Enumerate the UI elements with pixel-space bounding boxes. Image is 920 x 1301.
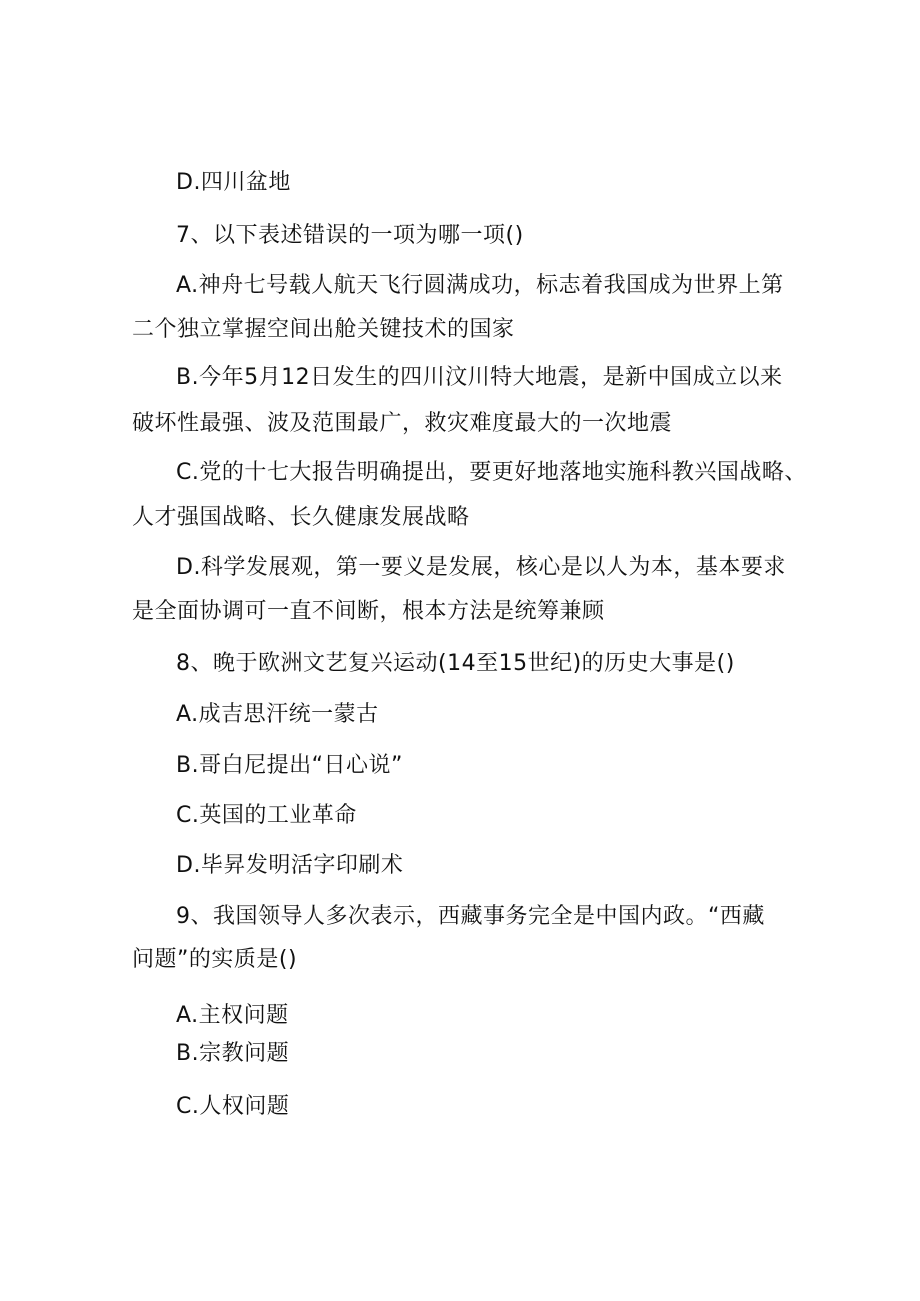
q9-option-c: C.人权问题 bbox=[176, 1094, 290, 1119]
q7-option-c-line1: C.党的十七大报告明确提出，要更好地落地实施科教兴国战略、 bbox=[176, 460, 807, 485]
q6-option-d: D.四川盆地 bbox=[176, 170, 291, 195]
q8-option-c: C.英国的工业革命 bbox=[176, 803, 357, 828]
q7-stem: 7、以下表述错误的一项为哪一项() bbox=[176, 223, 524, 248]
q8-option-a: A.成吉思汗统一蒙古 bbox=[176, 702, 379, 727]
q7-option-b-line2: 破坏性最强、波及范围最广，救灾难度最大的一次地震 bbox=[132, 411, 673, 436]
q7-option-a-line1: A.神舟七号载人航天飞行圆满成功，标志着我国成为世界上第 bbox=[176, 273, 784, 298]
q7-option-a-line2: 二个独立掌握空间出舱关键技术的国家 bbox=[132, 317, 515, 342]
q9-option-b: B.宗教问题 bbox=[176, 1041, 290, 1066]
q7-option-d-line2: 是全面协调可一直不间断，根本方法是统筹兼顾 bbox=[132, 599, 605, 624]
q9-stem-line1: 9、我国领导人多次表示，西藏事务完全是中国内政。“西藏 bbox=[176, 904, 765, 929]
q7-option-b-line1: B.今年5月12日发生的四川汶川特大地震，是新中国成立以来 bbox=[176, 365, 783, 390]
q8-option-d: D.毕昇发明活字印刷术 bbox=[176, 853, 404, 878]
q7-option-c-line2: 人才强国战略、长久健康发展战略 bbox=[132, 505, 470, 530]
q9-stem-line2: 问题”的实质是() bbox=[132, 947, 298, 972]
q9-option-a: A.主权问题 bbox=[176, 1003, 289, 1028]
q8-stem: 8、晚于欧洲文艺复兴运动(14至15世纪)的历史大事是() bbox=[176, 651, 735, 676]
q8-option-b: B.哥白尼提出“日心说” bbox=[176, 753, 403, 778]
q7-option-d-line1: D.科学发展观，第一要义是发展，核心是以人为本，基本要求 bbox=[176, 555, 786, 580]
